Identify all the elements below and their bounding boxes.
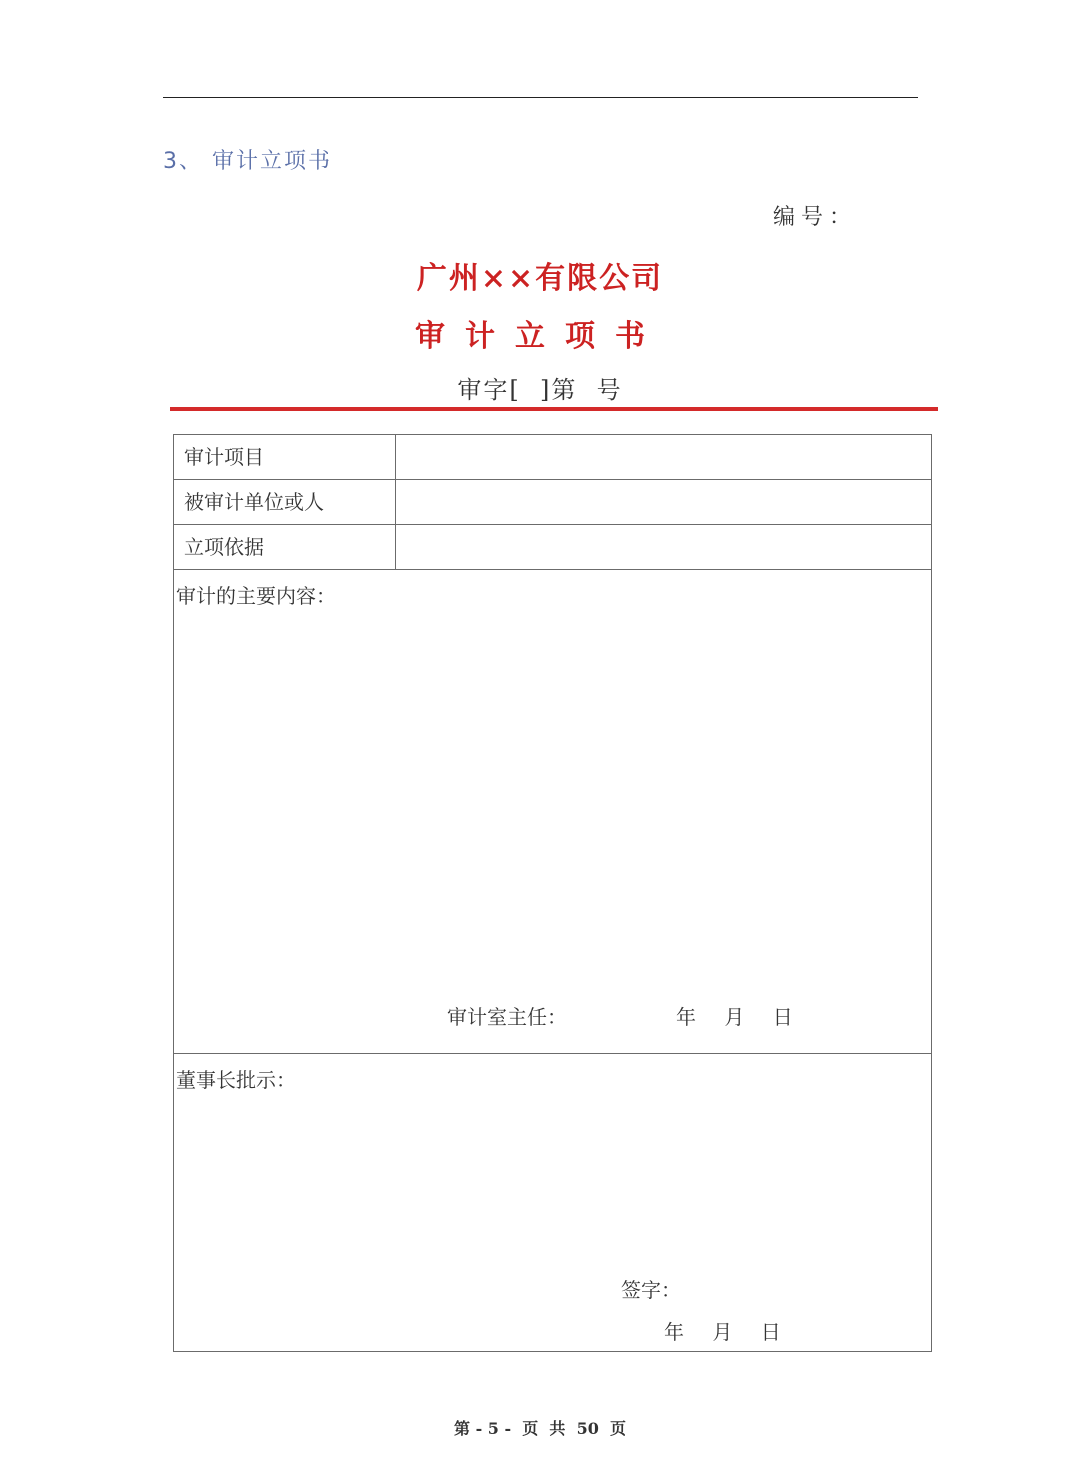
audited-unit-field[interactable] [396,480,931,524]
document-title: 审计立项书 [415,319,665,354]
form-row-audit-project [174,435,931,480]
audited-unit-label: 被审计单位或人 [174,480,396,524]
document-reference: 审字[ ]第 号 [457,376,623,404]
audit-form [173,434,932,1352]
company-name: 广州××有限公司 [416,261,664,296]
date-day: 日 [772,1005,793,1029]
audit-project-label: 审计项目 [174,435,396,479]
document-number-label: 编号： [773,205,858,230]
date-year: 年 [664,1320,684,1344]
audit-project-field[interactable] [396,435,931,479]
approval-date [664,1316,781,1345]
signature-label: 签字： [621,1278,681,1302]
chairman-approval-block[interactable] [174,1054,931,1351]
audit-director-date [676,1001,793,1030]
audit-content-block[interactable] [174,570,931,1054]
date-day: 日 [760,1320,781,1344]
audit-director-label: 审计室主任： [447,1005,567,1029]
project-basis-field[interactable] [396,525,931,569]
chairman-approval-label: 董事长批示： [176,1068,296,1092]
date-month: 月 [724,1005,745,1029]
audit-content-label: 审计的主要内容： [176,584,336,608]
top-divider [163,97,918,98]
page-footer: 第 - 5 - 页 共 50 页 [454,1419,626,1438]
section-heading: 3、 审计立项书 [163,149,332,174]
form-row-audited-unit [174,480,931,525]
date-year: 年 [676,1005,696,1029]
red-divider [170,407,938,411]
date-month: 月 [712,1320,733,1344]
project-basis-label: 立项依据 [174,525,396,569]
form-row-project-basis [174,525,931,570]
